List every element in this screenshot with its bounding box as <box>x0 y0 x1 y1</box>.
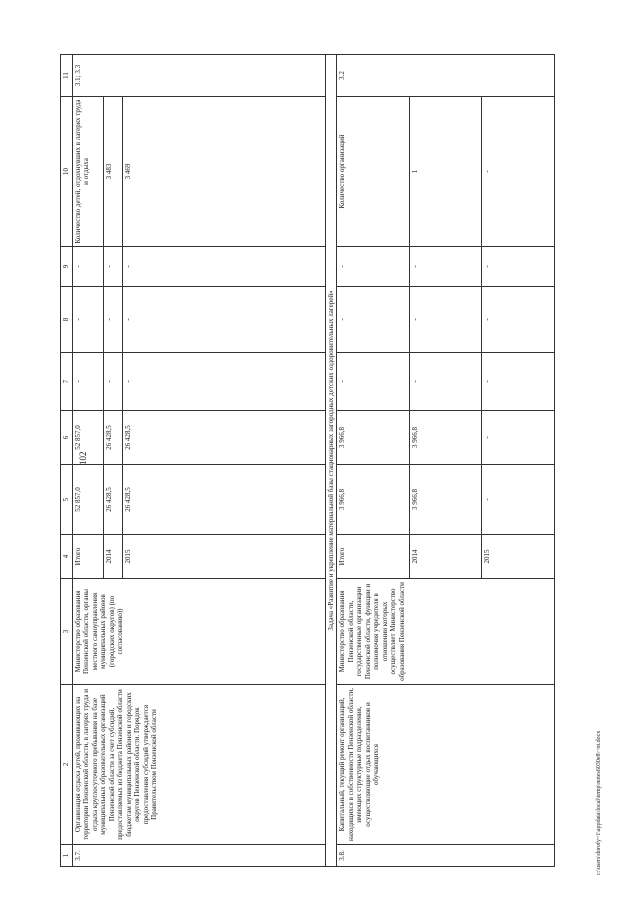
amount-federal: - <box>104 353 122 411</box>
amount-other: - <box>104 247 122 287</box>
amount-local: - <box>482 287 555 353</box>
amount-federal: - <box>337 353 410 411</box>
indicator-value: 3 469 <box>122 97 325 247</box>
header-cell: 10 <box>61 97 73 247</box>
amount-total: 26 428,5 <box>104 465 122 535</box>
table-row-3-8-total <box>337 55 410 867</box>
header-cell: 7 <box>61 353 73 411</box>
indicator-link: 3.1; 3.3 <box>72 55 325 97</box>
amount-other: - <box>482 247 555 287</box>
page-number: 102 <box>78 451 88 465</box>
indicator-name: Количество организаций <box>337 97 410 247</box>
header-cell: 5 <box>61 465 73 535</box>
table-row-3-7-total <box>72 55 104 867</box>
executor: Министерство образования Пензенской области, органы местного самоуправления муниципальных районов (городских округов) (по согласованию)) <box>72 579 325 685</box>
amount-total: 3 966,8 <box>337 465 410 535</box>
amount-regional: 3 966,8 <box>337 411 410 465</box>
header-cell: 9 <box>61 247 73 287</box>
amount-total: 26 428,5 <box>122 465 325 535</box>
header-cell: 8 <box>61 287 73 353</box>
activity-name: Капитальный, текущий ремонт организаций, находящихся в собственности Пензенской области, имеющих структурные подразделения, осуществляющие отдых воспитанников и обучающихся <box>337 685 555 845</box>
indicator-value: 1 <box>409 97 482 247</box>
year: 2015 <box>122 535 325 579</box>
header-cell: 11 <box>61 55 73 97</box>
header-cell: 2 <box>61 685 73 845</box>
header-cell: 1 <box>61 845 73 867</box>
file-path-footer: c:\users\dorofy~1\appdata\local\temp\notes6030e8\~ot.docx <box>596 730 602 875</box>
year: 2014 <box>409 535 482 579</box>
indicator-value: 3 483 <box>104 97 122 247</box>
amount-local: - <box>72 287 104 353</box>
activity-name: Организация отдыха детей, проживающих на территории Пензенской области, в лагерях труда и отдыха круглосуточного пребывания на базе муниципальных образовательных организаций Пензенской области за счет субсидий, предоставляемых из бюджета Пензенской области бюджетам муниципальных районов и городских округов Пензенской области. Порядок предоставления субсидий утверждается Правительством Пензенской области <box>72 685 325 845</box>
program-table <box>60 54 555 867</box>
amount-regional: 26 428,5 <box>122 411 325 465</box>
amount-federal: - <box>482 353 555 411</box>
indicator-name: Количество детей, отдохнувших в лагерях труда и отдыха <box>72 97 104 247</box>
task-title: Задача «Развитие и укрепление материальной базы стационарных загородных детских оздоровительных лагерей» <box>325 55 337 867</box>
indicator-value: - <box>482 97 555 247</box>
year: 2014 <box>104 535 122 579</box>
amount-federal: - <box>122 353 325 411</box>
period-label: Итого <box>72 535 104 579</box>
amount-other: - <box>72 247 104 287</box>
task-row <box>325 55 337 867</box>
header-cell: 4 <box>61 535 73 579</box>
amount-federal: - <box>409 353 482 411</box>
amount-federal: - <box>72 353 104 411</box>
amount-regional: 52 857,0 <box>72 411 104 465</box>
indicator-link: 3.2 <box>337 55 555 97</box>
header-row <box>61 55 73 867</box>
amount-other: - <box>337 247 410 287</box>
row-number: 3.8. <box>337 845 555 867</box>
amount-regional: 3 966,8 <box>409 411 482 465</box>
amount-regional: 26 428,5 <box>104 411 122 465</box>
period-label: Итого <box>337 535 410 579</box>
executor: Министерство образования Пензенской области, государственные организации Пензенской области, функции и полномочия учредителя в отношении которых осуществляет Министерство образования Пензенской области <box>337 579 555 685</box>
amount-regional: - <box>482 411 555 465</box>
amount-local: - <box>122 287 325 353</box>
amount-local: - <box>409 287 482 353</box>
amount-other: - <box>122 247 325 287</box>
year: 2015 <box>482 535 555 579</box>
amount-total: - <box>482 465 555 535</box>
amount-local: - <box>104 287 122 353</box>
row-number: 3.7. <box>72 845 325 867</box>
header-cell: 6 <box>61 411 73 465</box>
amount-total: 3 966,8 <box>409 465 482 535</box>
header-cell: 3 <box>61 579 73 685</box>
amount-local: - <box>337 287 410 353</box>
amount-total: 52 857,0 <box>72 465 104 535</box>
amount-other: - <box>409 247 482 287</box>
